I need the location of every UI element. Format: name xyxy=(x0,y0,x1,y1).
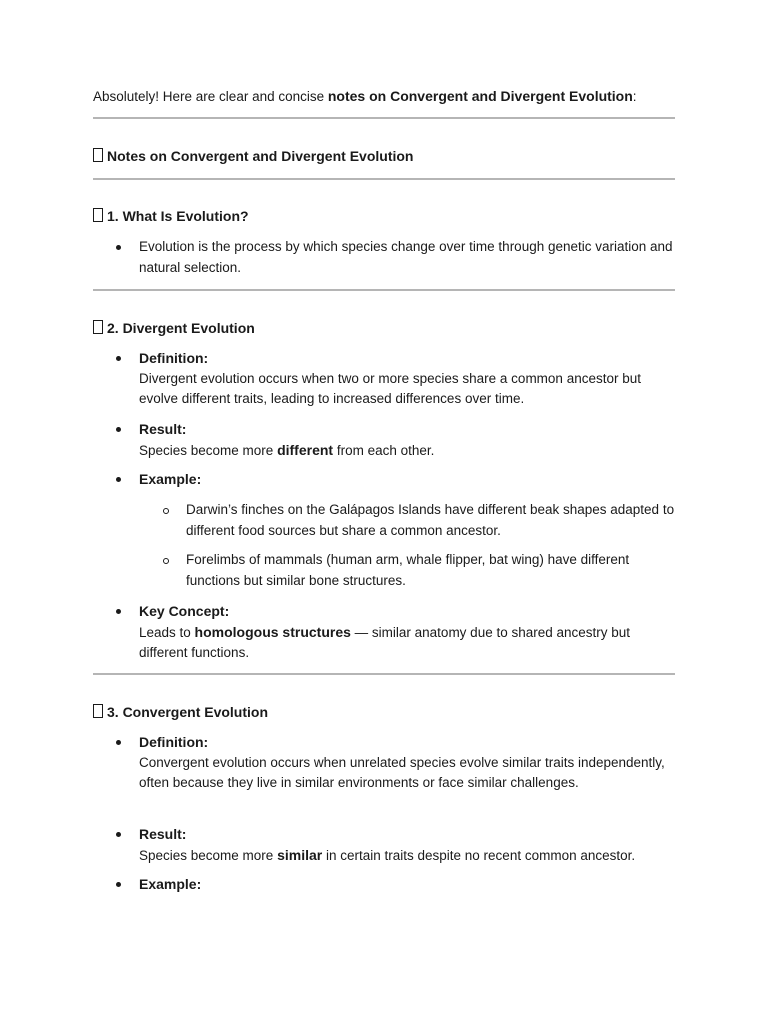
section-2-result xyxy=(93,419,675,461)
list-item xyxy=(93,237,675,278)
list-item-definition xyxy=(93,348,675,410)
result-label: Result: xyxy=(139,826,187,842)
bullet-text: Evolution is the process by which species change over time through genetic variation and natural selection. xyxy=(139,239,673,275)
list-item-example xyxy=(93,469,675,490)
result-suffix: in certain traits despite no recent common ancestor. xyxy=(322,847,636,863)
key-prefix: Leads to xyxy=(139,624,195,640)
missing-glyph-icon xyxy=(93,704,103,718)
bullet-icon xyxy=(116,245,121,250)
key-concept-label: Key Concept: xyxy=(139,603,230,619)
result-prefix: Species become more xyxy=(139,442,278,458)
bullet-icon xyxy=(116,356,121,361)
intro-suffix: : xyxy=(632,89,637,104)
section-3-definition xyxy=(93,732,675,794)
bullet-icon xyxy=(116,740,121,745)
missing-glyph-icon xyxy=(93,208,103,222)
horizontal-rule xyxy=(93,178,675,180)
section-heading-what-is-evolution xyxy=(93,206,249,226)
missing-glyph-icon xyxy=(93,320,103,334)
definition-label: Definition: xyxy=(139,734,209,750)
bullet-icon xyxy=(116,609,121,614)
circle-bullet-icon xyxy=(163,558,169,564)
result-bold: similar xyxy=(277,846,323,863)
sub-list-item xyxy=(93,550,675,591)
result-suffix: from each other. xyxy=(333,442,435,458)
list-item-result xyxy=(93,419,675,461)
section-heading-convergent-evolution xyxy=(93,702,268,722)
intro-prefix: Absolutely! Here are clear and concise xyxy=(93,89,328,104)
definition-text: Convergent evolution occurs when unrelated species evolve similar traits independently, often because they live in similar environments or face similar challenges. xyxy=(139,754,665,790)
result-prefix: Species become more xyxy=(139,847,278,863)
section-1-list xyxy=(93,237,675,278)
horizontal-rule xyxy=(93,117,675,119)
bullet-icon xyxy=(116,832,121,837)
result-label: Result: xyxy=(139,421,187,437)
list-item-result xyxy=(93,824,675,866)
definition-text: Divergent evolution occurs when two or more species share a common ancestor but evolve different traits, leading to increased differences over time. xyxy=(139,370,641,406)
document-title xyxy=(93,146,413,166)
section-3-example xyxy=(93,874,675,895)
section-2-list xyxy=(93,348,675,410)
bullet-icon xyxy=(116,427,121,432)
circle-bullet-icon xyxy=(163,508,169,514)
section-heading-divergent-evolution xyxy=(93,318,255,338)
document-title-text: Notes on Convergent and Divergent Evolution xyxy=(107,148,414,164)
bullet-icon xyxy=(116,477,121,482)
intro-line xyxy=(93,86,637,107)
horizontal-rule xyxy=(93,289,675,291)
section-2-key-concept xyxy=(93,601,675,664)
example-label: Example: xyxy=(139,471,202,487)
key-bold: homologous structures xyxy=(194,623,351,640)
section-heading-text: 3. Convergent Evolution xyxy=(107,704,269,720)
horizontal-rule xyxy=(93,673,675,675)
result-bold: different xyxy=(277,441,334,458)
sub-list-item xyxy=(93,500,675,541)
definition-label: Definition: xyxy=(139,350,209,366)
section-3-result xyxy=(93,824,675,866)
example-label: Example: xyxy=(139,876,202,892)
bullet-icon xyxy=(116,882,121,887)
missing-glyph-icon xyxy=(93,148,103,162)
section-heading-text: 1. What Is Evolution? xyxy=(107,208,249,224)
section-2-subexample-1 xyxy=(93,500,675,541)
sub-item-text: Darwin’s finches on the Galápagos Islands have different beak shapes adapted to different food sources but share a common ancestor. xyxy=(186,502,675,538)
sub-item-text: Forelimbs of mammals (human arm, whale flipper, bat wing) have different functions but similar bone structures. xyxy=(186,552,630,588)
section-heading-text: 2. Divergent Evolution xyxy=(107,320,255,336)
list-item-definition xyxy=(93,732,675,794)
section-2-subexample-2 xyxy=(93,550,675,591)
list-item-key-concept xyxy=(93,601,675,664)
key-suffix: — similar anatomy due to shared ancestry but different functions. xyxy=(139,624,631,660)
intro-bold: notes on Convergent and Divergent Evolution xyxy=(327,88,633,104)
section-2-example xyxy=(93,469,675,490)
list-item-example xyxy=(93,874,675,895)
